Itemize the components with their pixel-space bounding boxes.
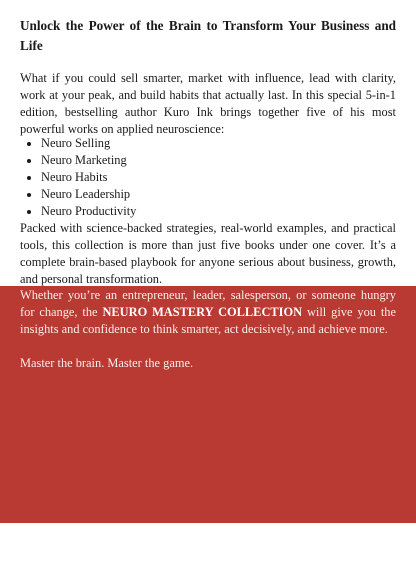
audience-text-start: Whether you’re an entrepreneur, leader, salesperson, or someone hungry for change, the <box>20 288 396 319</box>
book-list-item: • Neuro Productivity <box>41 203 416 220</box>
headline: Unlock the Power of the Brain to Transform Your Business and Life <box>20 18 396 53</box>
intro-paragraph: What if you could sell smarter, market with influence, lead with clarity, work at your peak, and build habits that actually last. In this special 5-in-1 edition, bestselling author Kuro Ink brings together five of his most powerful works on applied neuroscience: <box>20 71 396 136</box>
packed-paragraph: Packed with science-backed strategies, real-world examples, and practical tools, this collection is more than just five books under one cover. It’s a complete brain-based playbook for anyone serious about business, growth, and personal transformation. <box>20 221 396 286</box>
book-list-item: • Neuro Marketing <box>41 152 416 169</box>
tagline: Master the brain. Master the game. <box>20 356 194 370</box>
book-list <box>20 135 416 220</box>
collection-name: NEURO MASTERY COLLECTION <box>102 305 303 319</box>
book-list-item: • Neuro Leadership <box>41 186 416 203</box>
bottom-margin <box>0 523 416 572</box>
audience-paragraph <box>20 287 396 338</box>
book-list-item: • Neuro Selling <box>41 135 416 152</box>
audience-text-end: will give you the insights and confidence to think smarter, act decisively, and achieve more. <box>20 305 396 336</box>
book-list-item: • Neuro Habits <box>41 169 416 186</box>
